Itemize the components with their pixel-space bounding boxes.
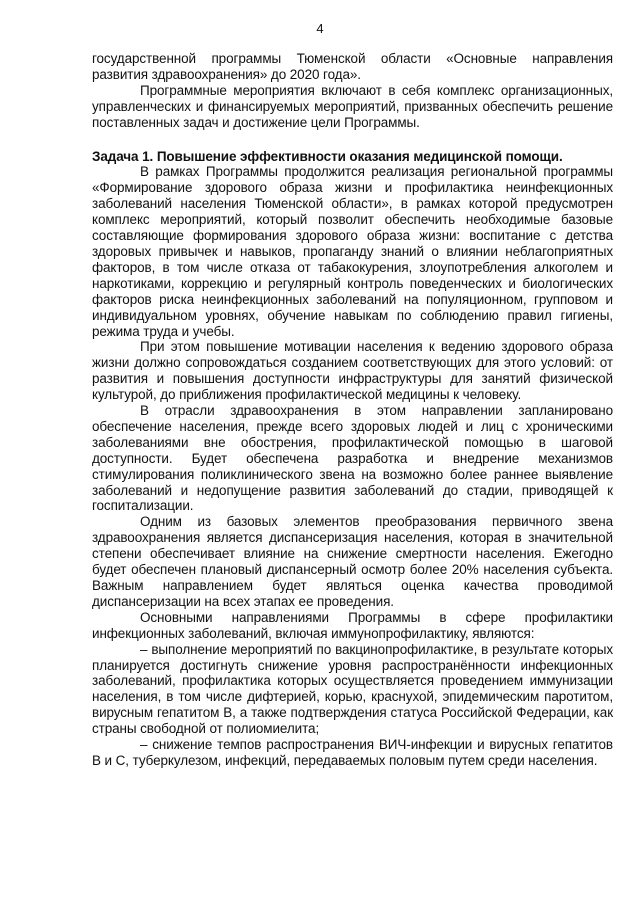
paragraph: Основными направлениями Программы в сфере профилактики инфекционных заболеваний, включая иммунопрофилактику, являются:: [92, 609, 613, 641]
list-item: – снижение темпов распространения ВИЧ-инфекции и вирусных гепатитов В и С, туберкулезом, инфекций, передаваемых половым путем среди населения.: [92, 737, 613, 768]
paragraph: В рамках Программы продолжится реализация региональной программы «Формирование здорового образа жизни и профилактика неинфекционных заболеваний населения Тюменской области», в рамках которой предусмотрен комплекс мероприятий, который позволит обеспечить необходимые базовые составляющие формирования здорового образа жизни: воспитание с детства здоровых привычек и навыков, пропаганду знаний о влиянии неблагоприятных факторов, в том числе отказа от табакокурения, злоупотребления алкоголем и наркотиками, коррекцию и регулярный контроль поведенческих и биологических факторов риска неинфекционных заболеваний на популяционном, групповом и индивидуальном уровнях, обучение навыкам по соблюдению правил гигиены, режима труда и учебы.: [92, 164, 613, 339]
paragraph: государственной программы Тюменской области «Основные направления развития здравоохранения» до 2020 года».: [92, 51, 613, 82]
task-heading: Задача 1. Повышение эффективности оказания медицинской помощи.: [92, 148, 563, 164]
page-number: 4: [316, 21, 324, 36]
list-item: – выполнение мероприятий по вакцинопрофилактике, в результате которых планируется достигнуть снижение уровня распространённости инфекционных заболеваний, профилактика которых осуществляется проведением иммунизации населения, в том числе дифтерией, корью, краснухой, эпидемическим паротитом, вирусным гепатитом В, а также подтверждения статуса Российской Федерации, как страны свободной от полиомиелита;: [92, 641, 613, 737]
document-body: [92, 51, 613, 769]
paragraph: Одним из базовых элементов преобразования первичного звена здравоохранения является диспансеризация населения, которая в значительной степени обеспечивает влияние на снижение смертности населения. Ежегодно будет обеспечен плановый диспансерный осмотр более 20% населения субъекта. Важным направлением будет являться оценка качества проводимой диспансеризации на всех этапах ее проведения.: [92, 514, 613, 609]
paragraph: В отрасли здравоохранения в этом направлении запланировано обеспечение населения, прежде всего здоровых людей и лиц с хроническими заболеваниями вне обострения, профилактической помощью в шаговой доступности. Будет обеспечена разработка и внедрение механизмов стимулирования поликлинического звена на возможно более раннее выявление заболеваний и недопущение развития заболеваний до стадии, приводящей к госпитализации.: [92, 403, 613, 514]
paragraph: При этом повышение мотивации населения к ведению здорового образа жизни должно сопровождаться созданием соответствующих для этого условий: от развития и повышения доступности инфраструктуры для занятий физической культурой, до приближения профилактической медицины к человеку.: [92, 339, 613, 403]
paragraph: Программные мероприятия включают в себя комплекс организационных, управленческих и финансируемых мероприятий, призванных обеспечить решение поставленных задач и достижение цели Программы.: [92, 82, 613, 130]
